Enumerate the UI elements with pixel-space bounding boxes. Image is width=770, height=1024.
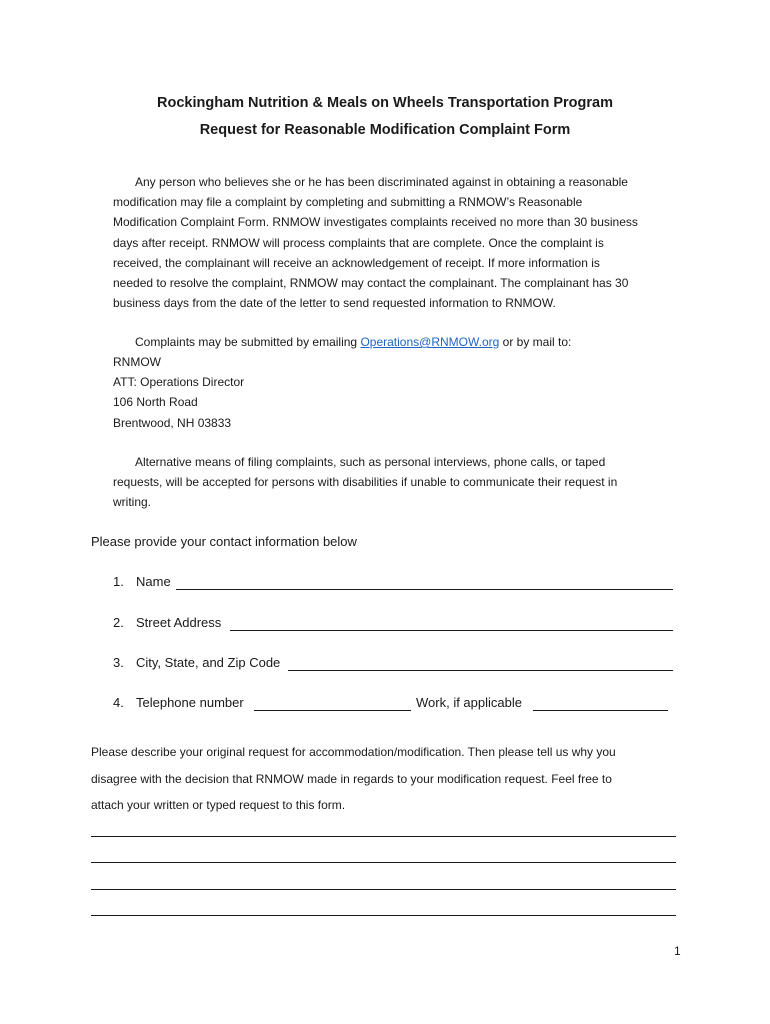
answer-line[interactable] (91, 889, 676, 890)
address-name: RNMOW (113, 355, 161, 369)
form-subtitle: Request for Reasonable Modification Complaint Form (199, 122, 571, 138)
description-line: attach your written or typed request to this form. (91, 798, 346, 812)
intro-line: Any person who believes she or he has been discriminated against in obtaining a reasonable (135, 175, 628, 189)
intro-line: received, the complainant will receive an acknowledgement of receipt. If more information is (113, 255, 600, 270)
alternative-line: requests, will be accepted for persons with disabilities if unable to communicate their request in (113, 475, 618, 490)
street-address-field (113, 615, 673, 635)
contact-heading: Please provide your contact information below (91, 534, 357, 549)
city-state-zip-field (113, 655, 673, 675)
name-label: Name (136, 574, 171, 589)
submission-text: Complaints may be submitted by emailing (135, 335, 361, 349)
telephone-label: Telephone number (136, 695, 244, 710)
mailing-address (113, 352, 244, 433)
city-state-zip-label: City, State, and Zip Code (136, 655, 281, 670)
telephone-field (113, 695, 673, 715)
intro-line: days after receipt. RNMOW will process complaints that are complete. Once the complaint is (113, 235, 604, 250)
field-number: 4. (113, 695, 124, 710)
name-field (113, 574, 673, 594)
address-attn: ATT: Operations Director (113, 375, 245, 390)
street-address-label: Street Address (136, 615, 222, 630)
street-address-input-line[interactable] (230, 630, 673, 631)
work-phone-input-line[interactable] (533, 710, 668, 711)
answer-line[interactable] (91, 836, 676, 837)
field-number: 1. (113, 574, 124, 589)
page-number: 1 (674, 944, 681, 958)
field-number: 3. (113, 655, 124, 670)
name-input-line[interactable] (176, 589, 673, 590)
description-paragraph (91, 739, 691, 819)
telephone-input-line[interactable] (254, 710, 411, 711)
alternative-paragraph (113, 452, 683, 513)
alternative-line: writing. (113, 495, 152, 510)
city-state-zip-input-line[interactable] (288, 670, 673, 671)
intro-line: Modification Complaint Form. RNMOW investigates complaints received no more than 30 business (113, 215, 638, 230)
intro-line: business days from the date of the letter to send requested information to RNMOW. (113, 296, 556, 311)
answer-line[interactable] (91, 915, 676, 916)
intro-paragraph (113, 172, 683, 313)
description-line: Please describe your original request for accommodation/modification. Then please tell us why you (91, 745, 616, 759)
address-street: 106 North Road (113, 395, 198, 410)
intro-line: needed to resolve the complaint, RNMOW may contact the complainant. The complainant has 30 (113, 276, 629, 291)
alternative-line: Alternative means of filing complaints, such as personal interviews, phone calls, or taped (135, 455, 606, 469)
description-line: disagree with the decision that RNMOW made in regards to your modification request. Feel free to (91, 771, 612, 786)
answer-line[interactable] (91, 862, 676, 863)
submission-text-after: or by mail to: (499, 335, 572, 349)
work-label: Work, if applicable (416, 695, 522, 710)
field-number: 2. (113, 615, 124, 630)
email-link[interactable]: Operations@RNMOW.org (360, 335, 500, 349)
intro-line: modification may file a complaint by completing and submitting a RNMOW’s Reasonable (113, 195, 583, 210)
form-title: Rockingham Nutrition & Meals on Wheels Transportation Program (157, 95, 613, 111)
address-city: Brentwood, NH 03833 (113, 415, 232, 430)
submission-paragraph (113, 332, 683, 352)
